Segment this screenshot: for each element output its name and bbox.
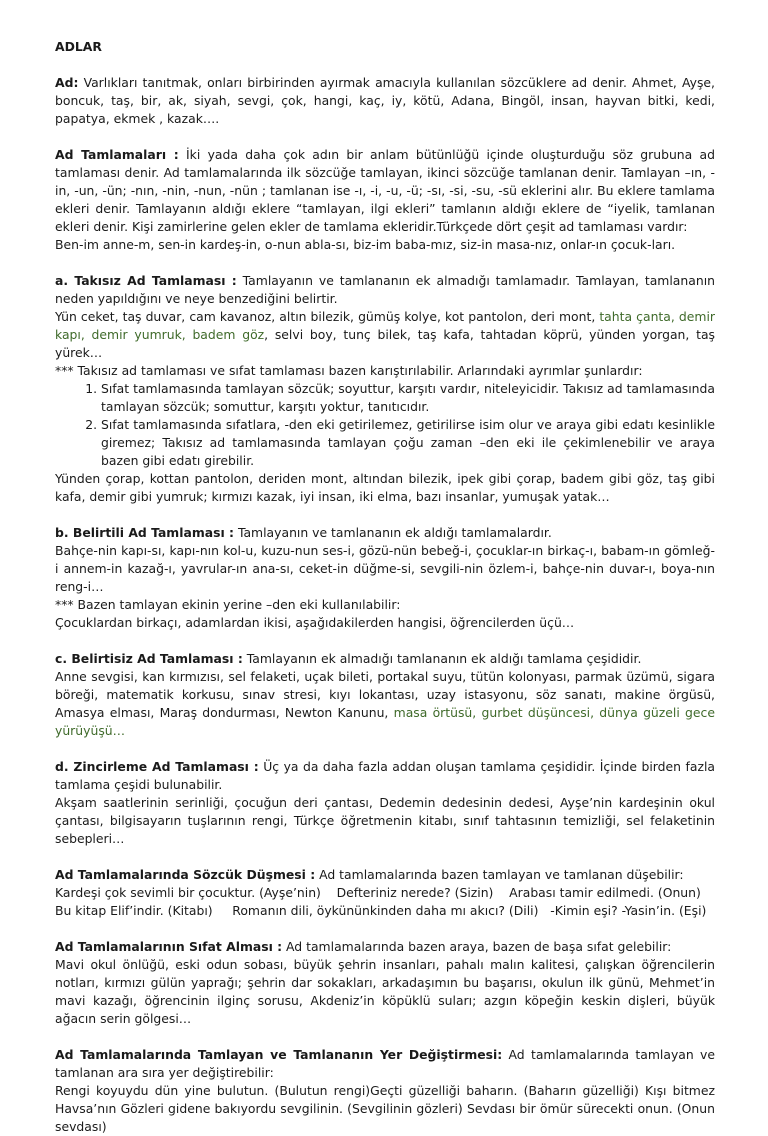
document-page: [55, 0, 715, 1136]
belirtili-examples: Bahçe-nin kapı-sı, kapı-nın kol-u, kuzu-nun ses-i, gözü-nün bebeğ-i, çocuklar-ın birkaç-ı, babam-ın gömleğ-i annem-in kazağ-ı, yavrular-ın ana-sı, ceket-in düğme-si, sevgili-nin özlem-i, bahçe-nin duvar-ı, boya-nın reng-i…: [55, 543, 715, 594]
takisiz-note: *** Takısız ad tamlaması ve sıfat tamlaması bazen karıştırılabilir. Arlarındaki ayrımlar şunlardır:: [55, 363, 643, 378]
takisiz-examples-a: Yün ceket, taş duvar, cam kavanoz, altın bilezik, gümüş kolye, kot pantolon, deri mont,: [55, 309, 600, 324]
tamlamalar-examples: Ben-im anne-m, sen-in kardeş-in, o-nun abla-sı, biz-im baba-mız, siz-in masa-nız, onlar-ın çocuk-ları.: [55, 237, 676, 252]
sifat-text: Ad tamlamalarında bazen araya, bazen de başa sıfat gelebilir:: [282, 939, 672, 954]
zincirleme-text: Üç ya da daha fazla addan oluşan tamlama çeşididir. İçinde birden fazla tamlama çeşidi bulunabilir.: [55, 759, 715, 792]
belirtisiz-text: Tamlayanın ek almadığı tamlananın ek aldığı tamlama çeşididir.: [242, 651, 642, 666]
takisiz-examples-highlight: tahta çanta, demir kapı, demir yumruk, badem göz: [55, 309, 715, 342]
tamlamalar-text: İki yada daha çok adın bir anlam bütünlüğü içinde oluşturduğu söz grubuna ad tamlaması denir. Ad tamlamalarında ilk sözcüğe tamlayan, ikinci sözcüğe tamlanan denir. Tamlayan –ın, -in, -un, -ün; -nın, -nin, -nun, -nün ; tamlanan ise -ı, -i, -u, -ü; -sı, -si, -su, -sü eklerini alır. Bu eklere tamlama ekleri denir. Tamlayanın aldığı eklere “tamlayan, ilgi ekleri” tamlanın aldığı eklere de “iyelik, tamlanan ekleri denir. Kişi zamirlerine gelen ekler de tamlama ekleridir.Türkçede dört çeşit ad tamlaması vardır:: [55, 147, 715, 234]
belirtili-section: [55, 524, 715, 542]
takisiz-label: a. Takısız Ad Tamlaması :: [55, 273, 237, 288]
difference-list: [55, 380, 715, 470]
sifat-label: Ad Tamlamalarının Sıfat Alması :: [55, 939, 283, 954]
belirtili-note: *** Bazen tamlayan ekinin yerine –den eki kullanılabilir:: [55, 597, 401, 612]
belirtisiz-examples-highlight: masa örtüsü, gurbet düşüncesi, dünya güzeli gece yürüyüşü…: [55, 705, 715, 738]
sifat-examples: Mavi okul önlüğü, eski odun sobası, büyük şehrin insanları, pahalı malın kalitesi, çalışkan öğrencilerin notları, kırmızı gülün yaprağı; şehrin dar sokakları, arkadaşımın bu başarısı, okulun ilk günü, Mehmet’in mavi kazağı, öğrencinin ilginç sorusu, Akdeniz’in köpüklü suları; azgın köpeğin keskin dişleri, büyük ağacın serin gölgesi…: [55, 957, 715, 1026]
dusmesi-text: Ad tamlamalarında bazen tamlayan ve tamlanan düşebilir:: [315, 867, 684, 882]
sifat-section: [55, 938, 715, 956]
takisiz-text: Tamlayanın ve tamlananın ek almadığı tamlamadır. Tamlayan, tamlananın neden yapıldığını ve neye benzediğini belirtir.: [55, 273, 715, 306]
page-title: ADLAR: [55, 39, 102, 54]
belirtisiz-label: c. Belirtisiz Ad Tamlaması :: [55, 651, 243, 666]
yer-text: Ad tamlamalarında tamlayan ve tamlanan ara sıra yer değiştirebilir:: [55, 1047, 715, 1080]
dusmesi-section: [55, 866, 715, 884]
takisiz-examples-c: , selvi boy, tunç bilek, taş kafa, tahtadan köprü, yünden yorgan, taş yürek…: [55, 327, 716, 360]
ad-label: Ad:: [55, 75, 79, 90]
dusmesi-label: Ad Tamlamalarında Sözcük Düşmesi :: [55, 867, 316, 882]
takisiz-section: [55, 272, 715, 308]
belirtili-note-examples: Çocuklardan birkaçı, adamlardan ikisi, aşağıdakilerden hangisi, öğrencilerden üçü…: [55, 615, 575, 630]
dusmesi-line-2: Bu kitap Elif’indir. (Kitabı) Romanın dili, öykününkinden daha mı akıcı? (Dili) -Kimin eşi? -Yasin’in. (Eşi): [55, 903, 707, 918]
dusmesi-line-1: Kardeşi çok sevimli bir çocuktur. (Ayşe’nin) Defteriniz nerede? (Sizin) Arabası tamir edilmedi. (Onun): [55, 885, 701, 900]
belirtili-text: Tamlayanın ve tamlananın ek aldığı tamlamalardır.: [234, 525, 552, 540]
zincirleme-label: d. Zincirleme Ad Tamlaması :: [55, 759, 259, 774]
zincirleme-section: [55, 758, 715, 794]
list-item: 1. Sıfat tamlamasında tamlayan sözcük; soyuttur, karşıtı vardır, niteleyicidir. Takısız ad tamlamasında tamlayan sözcük; somuttur, karşıtı yoktur, tanıtıcıdır.: [101, 380, 715, 416]
yer-section: [55, 1046, 715, 1082]
zincirleme-examples: Akşam saatlerinin serinliği, çocuğun deri çantası, Dedemin dedesinin dedesi, Ayşe’nin kardeşinin okul çantası, bilgisayarın tuşlarının rengi, Türkçe öğretmenin kitabı, sınıf tahtasının temizliği, sel felaketinin sebepleri…: [55, 795, 715, 846]
belirtisiz-examples: [55, 668, 715, 740]
ad-text: Varlıkları tanıtmak, onları birbirinden ayırmak amacıyla kullanılan sözcüklere ad denir. Ahmet, Ayşe, boncuk, taş, bir, ak, siyah, sevgi, çok, hangi, kaç, iy, kötü, Adana, Bingöl, insan, hayvan bitki, kedi, papatya, ekmek , kazak….: [55, 75, 715, 126]
belirtili-label: b. Belirtili Ad Tamlaması :: [55, 525, 234, 540]
belirtisiz-examples-a: Anne sevgisi, kan kırmızısı, sel felaketi, uçak bileti, portakal suyu, tütün kolonyası, parmak üzümü, sigara böreği, matematik korkusu, sınav stresi, kıyı lokantası, uzay istasyonu, söz sanatı, makine örgüsü, Amasya elması, Maraş dondurması, Newton Kanunu,: [55, 669, 715, 720]
yer-examples: Rengi koyuydu dün yine bulutun. (Bulutun rengi)Geçti güzelliği baharın. (Baharın güzelliği) Kışı bitmez Havsa’nın Gözleri gidene bakıyordu sevgilinin. (Sevgilinin gözleri) Sevdası bir ömür sürecekti onun. (Onun sevdası): [55, 1083, 715, 1134]
ad-definition: [55, 74, 715, 128]
tamlamalar-definition: [55, 146, 715, 236]
belirtisiz-section: [55, 650, 715, 668]
yer-label: Ad Tamlamalarında Tamlayan ve Tamlananın Yer Değiştirmesi:: [55, 1047, 503, 1062]
tamlamalar-label: Ad Tamlamaları :: [55, 147, 179, 162]
list-item: 2. Sıfat tamlamasında sıfatlara, -den eki getirilemez, getirilirse isim olur ve araya gibi edatı kesinlikle giremez; Takısız ad tamlamasında tamlayan çoğu zaman –den eki ile çekimlenebilir ve araya bazen gibi edatı girebilir.: [101, 416, 715, 470]
takisiz-after-examples: Yünden çorap, kottan pantolon, deriden mont, altından bilezik, ipek gibi çorap, badem gibi göz, taş gibi kafa, demir gibi yumruk; kırmızı kazak, iyi insan, iki elma, bazı insanlar, yumuşak yatak…: [55, 471, 715, 504]
takisiz-examples: [55, 308, 715, 362]
